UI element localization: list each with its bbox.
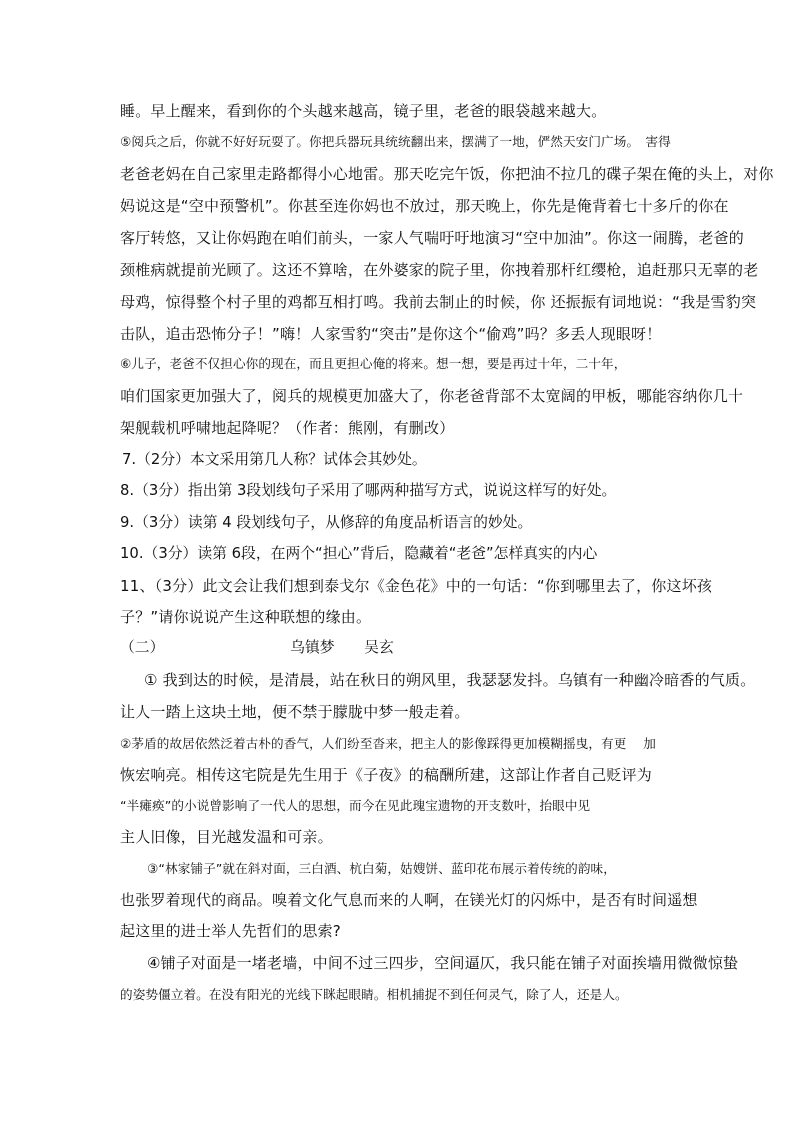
text-line: ②茅盾的故居依然泛着古朴的香气，人们纷至沓来，把主人的影像踩得更加模糊摇曳，有更 加: [120, 736, 656, 751]
text-line: 起这里的进士举人先哲们的思索?: [120, 922, 341, 940]
text-line: 妈说这是“空中预警机”。你甚至连你妈也不放过，那天晚上，你先是俺背着七十多斤的你在: [120, 197, 729, 215]
question-10: 10.（3分）读第 6段，在两个“担心”背后，隐藏着“老爸”怎样真实的内心: [120, 545, 598, 562]
question-8: 8.（3分）指出第 3段划线句子采用了哪两种描写方式，说说这样写的好处。: [120, 482, 617, 499]
question-9: 9.（3分）读第 4 段划线句子，从修辞的角度品析语言的妙处。: [120, 514, 533, 531]
question-11: 11、（3分）此文会让我们想到泰戈尔《金色花》中的一句话：“你到哪里去了，你这坏孩: [120, 577, 713, 595]
text-line: ⑤阅兵之后，你就不好好玩耍了。你把兵器玩具统统翻出来，摆满了一地，俨然天安门广场。 害得: [120, 134, 671, 149]
text-line: ④铺子对面是一堵老墙，中间不过三四步，空间逼仄，我只能在铺子对面挨墙用微微惊蛰: [147, 954, 739, 972]
text-line: 主人旧像，目光越发温和可亲。: [120, 828, 333, 846]
text-line: 恢宏响亮。相传这宅院是先生用于《子夜》的稿酬所建，这部让作者自己贬评为: [120, 766, 653, 784]
question-11-continued: 子？”请你说说产生这种联想的缘由。: [120, 608, 372, 626]
question-7: 7.（2分）本文采用第几人称？试体会其妙处。: [122, 451, 427, 468]
text-line: 的姿势僵立着。在没有阳光的光线下眯起眼睛。相机捕捉不到任何灵气，除了人，还是人。: [120, 987, 628, 1002]
text-line: ⑥儿子，老爸不仅担心你的现在，而且更担心俺的将来。想一想，要是再过十年，二十年，: [120, 356, 627, 371]
text-line: 颈椎病就提前光顾了。这还不算啥，在外婆家的院子里，你拽着那杆红缨枪，追赶那只无辜的老: [120, 261, 759, 279]
text-line: “半瘫痪”的小说曾影响了一代人的思想，而今在见此瑰宝遗物的开支数叶，抬眼中见: [120, 798, 591, 813]
text-line: 睡。早上醒来，看到你的个头越来越高，镜子里，老爸的眼袋越来越大。: [120, 102, 607, 120]
text-line: ③“林家铺子”就在斜对面，三白酒、杭白菊，姑嫂饼、蓝印花布展示着传统的韵味，: [147, 861, 616, 876]
text-line: 架舰载机呼啸地起降呢？（作者：熊刚，有删改）: [120, 419, 455, 437]
text-line: 客厅转悠，又让你妈跑在咱们前头，一家人气喘吁吁地演习“空中加油”。你这一闹腾，老爸的: [120, 229, 744, 247]
text-line: 老爸老妈在自己家里走路都得小心地雷。那天吃完午饭，你把油不拉几的碟子架在俺的头上，对你: [120, 165, 774, 183]
text-line: ① 我到达的时候，是清晨，站在秋日的朔风里，我瑟瑟发抖。乌镇有一种幽冷暗香的气质。: [144, 671, 756, 689]
section-title: （二） 乌镇梦 吴玄: [120, 639, 394, 656]
text-line: 咱们国家更加强大了，阅兵的规模更加盛大了，你老爸背部不太宽阔的甲板，哪能容纳你几十: [120, 387, 744, 405]
text-line: 也张罗着现代的商品。嗅着文化气息而来的人啊，在镁光灯的闪烁中，是否有时间遥想: [120, 891, 698, 909]
text-line: 让人一踏上这块土地，便不禁于朦胧中梦一般走着。: [120, 703, 470, 721]
text-line: 击队，追击恐怖分子！”嗨！人家雪豹“突击”是你这个“偷鸡”吗？多丢人现眼呀！: [120, 325, 662, 343]
text-line: 母鸡，惊得整个村子里的鸡都互相打鸣。我前去制止的时候，你 还振振有词地说：“我是雪豹突: [120, 293, 757, 311]
